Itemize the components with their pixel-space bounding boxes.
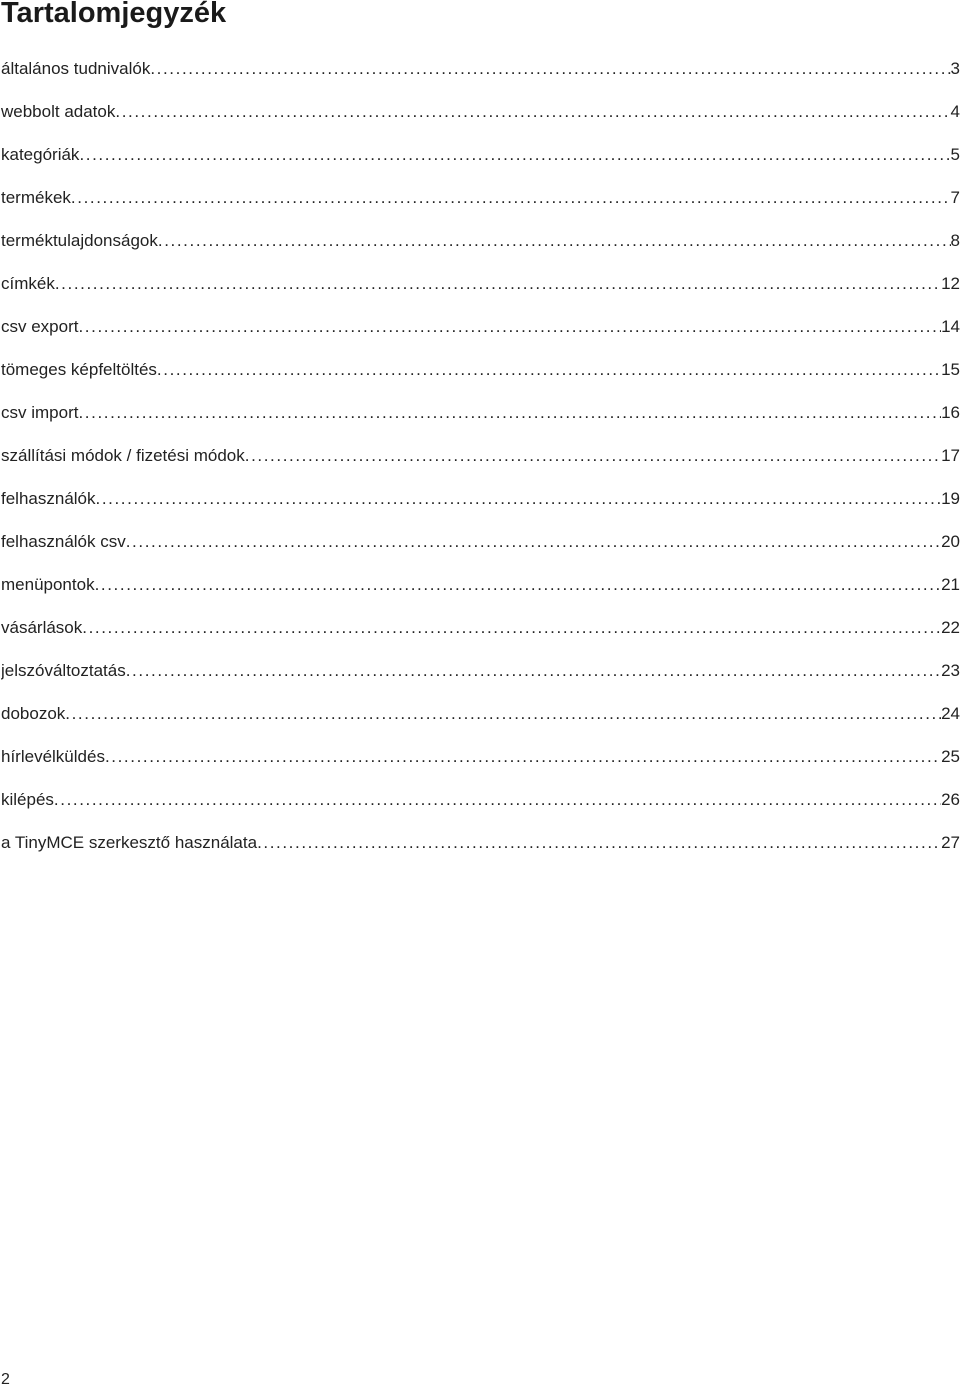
toc-entry-page: 19 — [941, 489, 960, 508]
toc-dot-leader — [54, 789, 941, 811]
toc-entry-page: 5 — [950, 145, 960, 164]
toc-entry[interactable] — [1, 187, 960, 230]
toc-entry-label: kilépés — [1, 790, 54, 809]
toc-dot-leader — [257, 832, 941, 854]
toc-entry-page: 26 — [941, 790, 960, 809]
toc-entry-label: felhasználók csv — [1, 532, 126, 551]
toc-entry[interactable] — [1, 316, 960, 359]
toc-dot-leader — [95, 574, 942, 596]
toc-entry-page: 16 — [941, 403, 960, 422]
toc-dot-leader — [105, 746, 941, 768]
page-number: 2 — [1, 1371, 10, 1388]
toc-entry-page: 4 — [950, 102, 960, 121]
toc-entry-page: 15 — [941, 360, 960, 379]
toc-dot-leader — [150, 58, 950, 80]
toc-entry[interactable] — [1, 58, 960, 101]
toc-entry-page: 23 — [941, 661, 960, 680]
toc-dot-leader — [157, 359, 941, 381]
toc-entry-page: 24 — [941, 704, 960, 723]
toc-entry-label: terméktulajdonságok — [1, 231, 158, 250]
toc-entry[interactable] — [1, 488, 960, 531]
toc-entry-page: 21 — [941, 575, 960, 594]
toc-entry[interactable] — [1, 273, 960, 316]
toc-dot-leader — [96, 488, 942, 510]
toc-dot-leader — [158, 230, 951, 252]
toc-entry-label: szállítási módok / fizetési módok — [1, 446, 245, 465]
toc-entry[interactable] — [1, 144, 960, 187]
toc-entry[interactable] — [1, 531, 960, 574]
toc-entry-label: webbolt adatok — [1, 102, 116, 121]
toc-entry-label: dobozok — [1, 704, 66, 723]
toc-entry-label: csv import — [1, 403, 79, 422]
toc-dot-leader — [82, 617, 941, 639]
toc-entry[interactable] — [1, 445, 960, 488]
toc-entry-label: termékek — [1, 188, 71, 207]
toc-entry-label: jelszóváltoztatás — [1, 661, 126, 680]
toc-entry-page: 8 — [950, 231, 960, 250]
toc-dot-leader — [71, 187, 951, 209]
page-title: Tartalomjegyzék — [1, 0, 227, 29]
toc-dot-leader — [126, 531, 941, 553]
toc-entry-page: 27 — [941, 833, 960, 852]
toc-dot-leader — [115, 101, 950, 123]
toc-entry-label: kategóriák — [1, 145, 80, 164]
toc-entry[interactable] — [1, 359, 960, 402]
toc-dot-leader — [78, 402, 941, 424]
toc-entry[interactable] — [1, 230, 960, 273]
toc-entry-label: a TinyMCE szerkesztő használata — [1, 833, 258, 852]
toc-entry[interactable] — [1, 101, 960, 144]
toc-entry[interactable] — [1, 660, 960, 703]
toc-entry-label: vásárlások — [1, 618, 83, 637]
toc-entry[interactable] — [1, 832, 960, 875]
toc-dot-leader — [55, 273, 941, 295]
toc-entry-label: általános tudnivalók — [1, 59, 151, 78]
toc-entry-page: 25 — [941, 747, 960, 766]
toc-entry-label: felhasználók — [1, 489, 96, 508]
toc-entry[interactable] — [1, 746, 960, 789]
toc-entry[interactable] — [1, 574, 960, 617]
toc-entry[interactable] — [1, 402, 960, 445]
toc-entry-page: 20 — [941, 532, 960, 551]
toc-dot-leader — [65, 703, 941, 725]
toc-entry[interactable] — [1, 789, 960, 832]
toc-entry-label: hírlevélküldés — [1, 747, 105, 766]
toc-dot-leader — [126, 660, 941, 682]
toc-entry-label: tömeges képfeltöltés — [1, 360, 157, 379]
toc-entry-label: címkék — [1, 274, 55, 293]
toc-entry-page: 12 — [941, 274, 960, 293]
toc-entry-page: 17 — [941, 446, 960, 465]
toc-entry-page: 14 — [941, 317, 960, 336]
toc-dot-leader — [79, 144, 950, 166]
toc-dot-leader — [78, 316, 941, 338]
toc-entry-label: menüpontok — [1, 575, 95, 594]
toc-entry-label: csv export — [1, 317, 79, 336]
toc-entry-page: 7 — [950, 188, 960, 207]
toc-dot-leader — [245, 445, 941, 467]
table-of-contents — [1, 58, 960, 875]
toc-entry[interactable] — [1, 617, 960, 660]
toc-entry-page: 3 — [950, 59, 960, 78]
toc-entry-page: 22 — [941, 618, 960, 637]
toc-entry[interactable] — [1, 703, 960, 746]
